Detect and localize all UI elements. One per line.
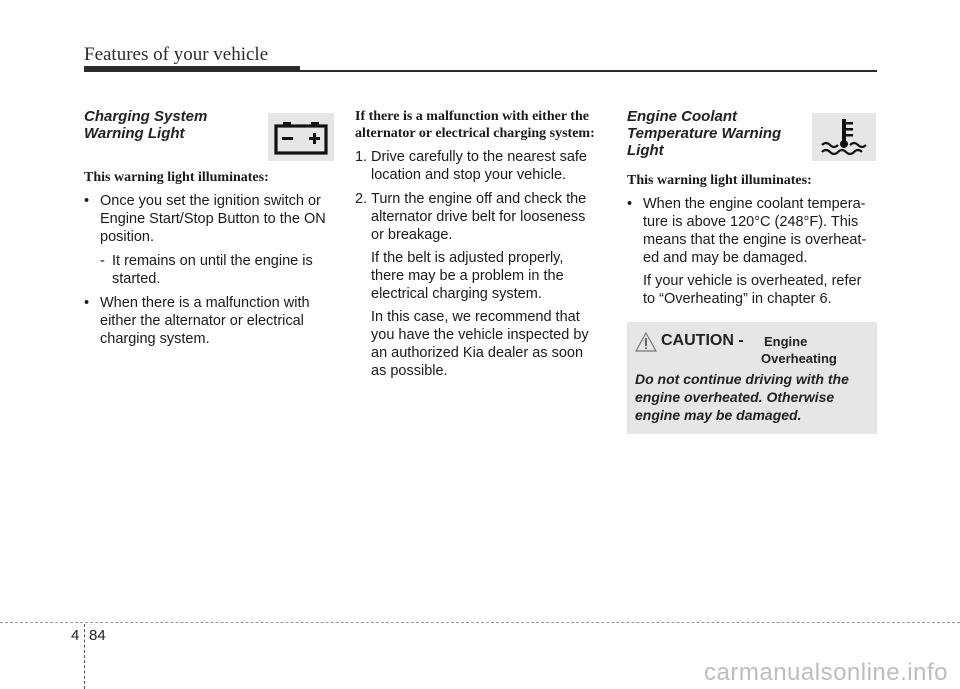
list-item: 1. Drive carefully to the nearest safe location and stop your vehicle. xyxy=(355,149,587,183)
list-item: • When there is a malfunction with either the alternator or electrical charging system. xyxy=(84,295,310,347)
battery-icon xyxy=(268,113,334,161)
header-rule-thick xyxy=(84,66,300,72)
coolant-temperature-icon xyxy=(812,113,876,161)
step-note: If the belt is adjusted properly, there may be a problem in the electrical charging system. xyxy=(371,250,564,302)
footer-separator xyxy=(84,624,85,689)
list-item: • Once you set the ignition switch or Engine Start/Stop Button to the ON position. xyxy=(84,193,326,245)
step-note: If your vehicle is overheated, refer to “Overheating” in chapter 6. xyxy=(643,273,862,307)
list-sub-item: - It remains on until the engine is started. xyxy=(100,253,313,287)
step-note: In this case, we recommend that you have the vehicle inspected by an authorized Kia dealer as soon as possible. xyxy=(371,309,589,379)
caution-box xyxy=(627,322,877,434)
malfunction-section xyxy=(355,108,605,380)
section-title: Engine Coolant Temperature Warning Light xyxy=(627,108,782,159)
footer-divider xyxy=(0,622,960,623)
page-number: 84 xyxy=(89,627,106,644)
section-lead: This warning light illuminates: xyxy=(627,173,812,188)
section-title: Charging System Warning Light xyxy=(84,108,208,142)
watermark: carmanualsonline.info xyxy=(704,659,948,686)
list-item: • When the engine coolant tempera- ture is above 120°C (248°F). This means that the engine is overheat- ed and may be damaged. xyxy=(627,196,867,266)
caution-subject: Overheating xyxy=(761,351,837,366)
caution-label: CAUTION - xyxy=(661,332,744,349)
chapter-number: 4 xyxy=(71,627,80,644)
warning-triangle-icon xyxy=(635,332,657,352)
caution-subject: Engine xyxy=(764,334,808,349)
malfunction-lead: If there is a malfunction with either the alternator or electrical charging system: xyxy=(355,109,595,141)
list-item: 2. Turn the engine off and check the alternator drive belt for looseness or breakage. xyxy=(355,191,587,243)
page-header-title: Features of your vehicle xyxy=(84,44,269,65)
caution-body: Do not continue driving with the engine overheated. Otherwise engine may be damaged. xyxy=(635,371,849,423)
header-rule-thin xyxy=(300,70,877,72)
section-lead: This warning light illuminates: xyxy=(84,170,269,185)
